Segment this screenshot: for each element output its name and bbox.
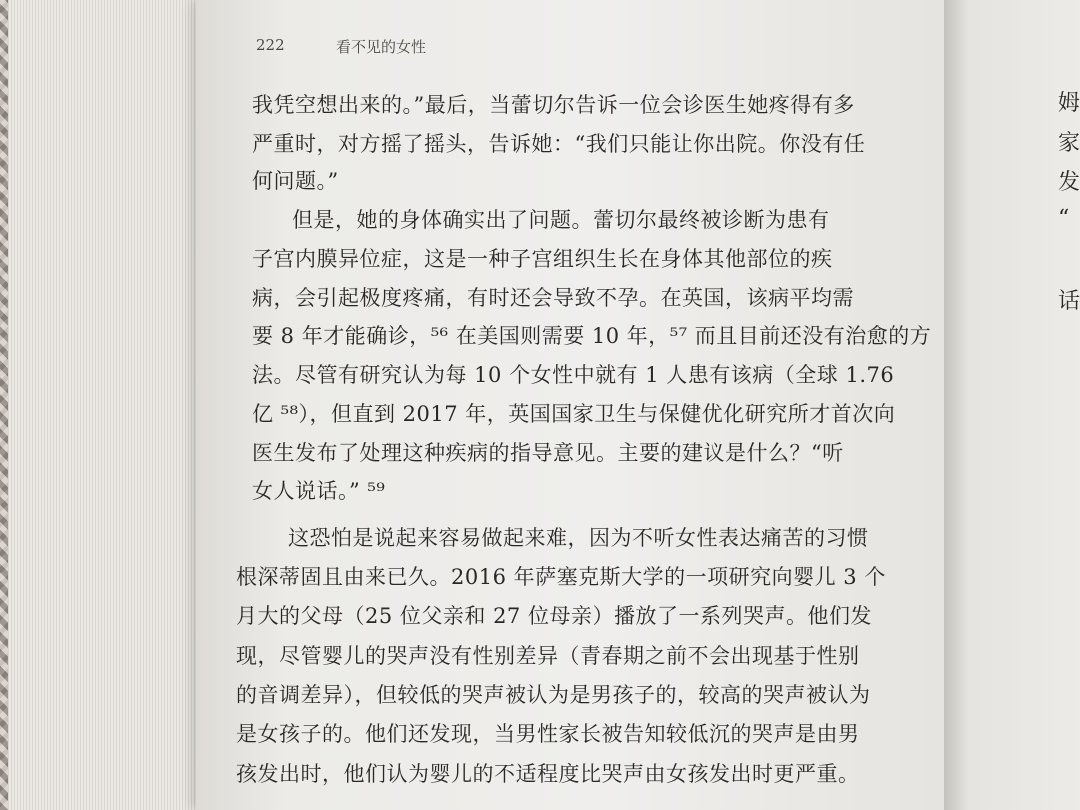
body-line: 月大的父母（25 位父亲和 27 位母亲）播放了一系列哭声。他们发 <box>236 604 872 628</box>
body-line: 病，会引起极度疼痛，有时还会导致不孕。在英国，该病平均需 <box>252 286 854 310</box>
body-line: 我凭空想出来的。”最后，当蕾切尔告诉一位会诊医生她疼得有多 <box>252 93 855 117</box>
body-line: 严重时，对方摇了摇头，告诉她：“我们只能让你出院。你没有任 <box>252 132 866 156</box>
facing-page-text: 话 <box>1058 289 1080 314</box>
body-line: 法。尽管有研究认为每 10 个女性中就有 1 人患有该病（全球 1.76 <box>252 363 895 387</box>
body-line: 这恐怕是说起来容易做起来难，因为不听女性表达痛苦的习惯 <box>288 526 869 550</box>
page-number: 222 <box>256 36 285 54</box>
body-line: 根深蒂固且由来已久。2016 年萨塞克斯大学的一项研究向婴儿 3 个 <box>236 565 886 589</box>
facing-page-text: 姆 <box>1058 91 1080 116</box>
body-line: 孩发出时，他们认为婴儿的不适程度比哭声由女孩发出时更严重。 <box>236 762 860 786</box>
body-line: 的音调差异），但较低的哭声被认为是男孩子的，较高的哭声被认为 <box>236 683 871 707</box>
body-line: 现，尽管婴儿的哭声没有性别差异（青春期之前不会出现基于性别 <box>236 644 860 668</box>
body-line: 亿 ⁵⁸），但直到 2017 年，英国国家卫生与保健优化研究所才首次向 <box>252 402 896 426</box>
facing-page <box>944 0 1080 810</box>
running-title: 看不见的女性 <box>336 38 427 56</box>
body-line: 要 8 年才能确诊，⁵⁶ 在美国则需要 10 年，⁵⁷ 而且目前还没有治愈的方 <box>252 324 932 348</box>
body-line: 是女孩子的。他们还发现，当男性家长被告知较低沉的哭声是由男 <box>236 722 860 746</box>
body-line: 女人说话。” ⁵⁹ <box>252 479 386 503</box>
facing-page-text: 发 <box>1058 170 1080 195</box>
body-line: 子宫内膜异位症，这是一种子宫组织生长在身体其他部位的疾 <box>252 247 833 271</box>
body-line: 医生发布了处理这种疾病的指导意见。主要的建议是什么？“听 <box>252 441 844 465</box>
facing-page-text: 家 <box>1058 131 1080 156</box>
body-line: 何问题。” <box>252 169 339 193</box>
facing-page-text: “ <box>1058 206 1070 231</box>
body-line: 但是，她的身体确实出了问题。蕾切尔最终被诊断为患有 <box>292 208 830 232</box>
